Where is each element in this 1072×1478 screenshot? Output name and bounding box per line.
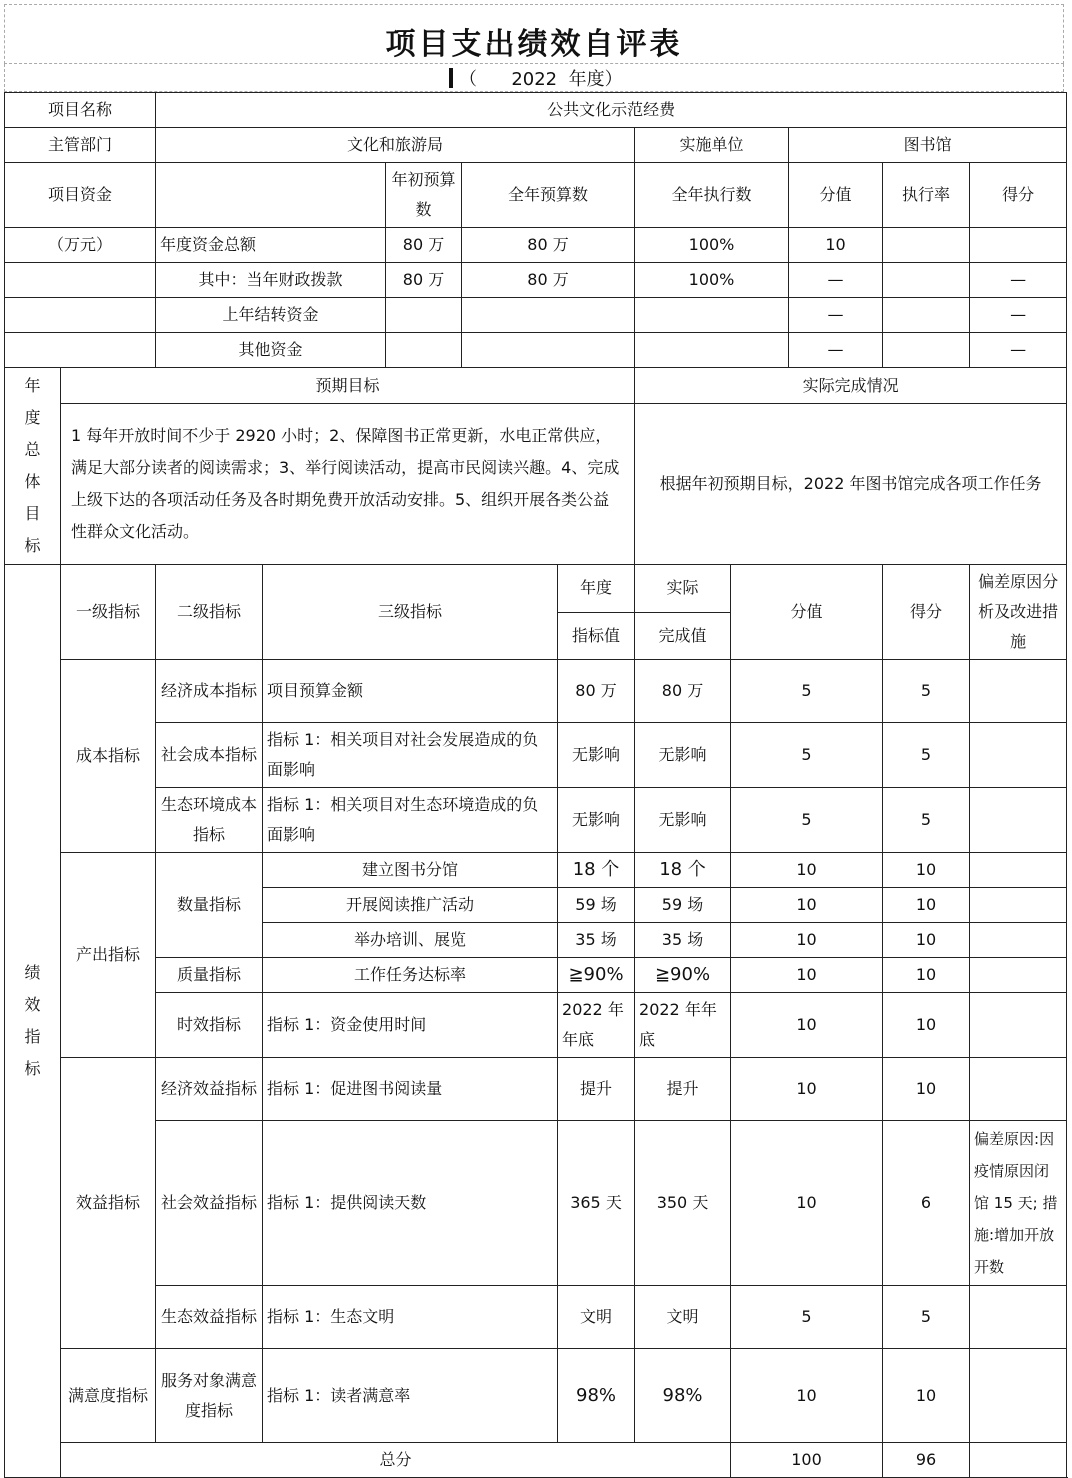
- actual-header-bottom: 完成值: [635, 612, 731, 660]
- target-cell: 98%: [558, 1349, 635, 1443]
- note-cell: [970, 1058, 1067, 1121]
- total-score: 96: [883, 1443, 970, 1478]
- level3-cell: 指标 1：资金使用时间: [263, 993, 558, 1058]
- indicator-row: [5, 1058, 1067, 1121]
- target-header-top: 年度: [558, 565, 635, 613]
- target-cell: 提升: [558, 1058, 635, 1121]
- target-cell: ≧90%: [558, 958, 635, 993]
- quantity-label: 数量指标: [156, 853, 263, 958]
- perf-side-label: [5, 565, 61, 1478]
- score-cell: 10: [883, 853, 970, 888]
- annual-budget-header: 全年预算数: [462, 163, 635, 228]
- cost-label: 成本指标: [61, 660, 156, 853]
- project-name-value: 公共文化示范经费: [156, 93, 1067, 128]
- perf-side-text: 绩效指标: [24, 963, 41, 1078]
- weight-cell: 10: [731, 993, 883, 1058]
- level3-cell: 指标 1：提供阅读天数: [263, 1121, 558, 1286]
- level2-cell: 社会效益指标: [156, 1121, 263, 1286]
- actual-cell: 无影响: [635, 723, 731, 788]
- fund-annual: 80 万: [462, 263, 635, 298]
- project-name-row: [5, 93, 1067, 128]
- total-note: [970, 1443, 1067, 1478]
- perf-header-row: [5, 565, 1067, 613]
- score-cell: 10: [883, 993, 970, 1058]
- score-header: 得分: [970, 163, 1067, 228]
- weight-header: 分值: [789, 163, 883, 228]
- indicator-row: [5, 660, 1067, 723]
- weight-cell: 5: [731, 660, 883, 723]
- year-row: [4, 64, 1064, 92]
- funds-row: [5, 333, 1067, 368]
- score-cell: 5: [883, 723, 970, 788]
- note-cell: [970, 888, 1067, 923]
- indicator-row: [5, 788, 1067, 853]
- funds-side-blank: [5, 263, 156, 298]
- fund-name: 其他资金: [156, 333, 386, 368]
- funds-row: [5, 228, 1067, 263]
- fund-annual: [462, 333, 635, 368]
- fund-score: [970, 228, 1067, 263]
- indicator-row: [5, 1349, 1067, 1443]
- initial-budget-header: 年初预算数: [386, 163, 462, 228]
- actual-cell: ≧90%: [635, 958, 731, 993]
- funds-blank: [156, 163, 386, 228]
- fund-name: 上年结转资金: [156, 298, 386, 333]
- weight-header: 分值: [731, 565, 883, 660]
- note-cell: [970, 660, 1067, 723]
- fund-initial: 80 万: [386, 228, 462, 263]
- funds-side-blank: [5, 333, 156, 368]
- fund-initial: [386, 333, 462, 368]
- level2-cell: 经济成本指标: [156, 660, 263, 723]
- fund-weight: —: [789, 298, 883, 333]
- weight-cell: 10: [731, 1121, 883, 1286]
- level3-cell: 建立图书分馆: [263, 853, 558, 888]
- level1-header: 一级指标: [61, 565, 156, 660]
- target-cell: 2022 年年底: [558, 993, 635, 1058]
- level3-cell: 举办培训、展览: [263, 923, 558, 958]
- fund-annual: 80 万: [462, 228, 635, 263]
- note-cell: 偏差原因:因疫情原因闭馆 15 天; 措施:增加开放开数: [970, 1121, 1067, 1286]
- level2-cell: 服务对象满意度指标: [156, 1349, 263, 1443]
- weight-cell: 5: [731, 1286, 883, 1349]
- impl-label: 实施单位: [635, 128, 789, 163]
- title-box: [4, 4, 1064, 64]
- indicator-row: [5, 1286, 1067, 1349]
- total-row: [5, 1443, 1067, 1478]
- fund-name: 年度资金总额: [156, 228, 386, 263]
- note-cell: [970, 723, 1067, 788]
- actual-cell: 350 天: [635, 1121, 731, 1286]
- level3-header: 三级指标: [263, 565, 558, 660]
- output-label: 产出指标: [61, 853, 156, 1058]
- level3-cell: 开展阅读推广活动: [263, 888, 558, 923]
- year-label: （ 2022 年度）: [459, 69, 623, 90]
- indicator-row: [5, 853, 1067, 888]
- actual-cell: 无影响: [635, 788, 731, 853]
- level3-cell: 指标 1：读者满意率: [263, 1349, 558, 1443]
- indicator-row: [5, 723, 1067, 788]
- level2-cell: 经济效益指标: [156, 1058, 263, 1121]
- fund-annual: [462, 298, 635, 333]
- indicator-row: [5, 993, 1067, 1058]
- weight-cell: 10: [731, 853, 883, 888]
- indicator-row: [5, 958, 1067, 993]
- weight-cell: 10: [731, 1349, 883, 1443]
- score-cell: 10: [883, 958, 970, 993]
- note-cell: [970, 923, 1067, 958]
- actual-cell: 提升: [635, 1058, 731, 1121]
- level3-cell: 项目预算金额: [263, 660, 558, 723]
- actual-header-top: 实际: [635, 565, 731, 613]
- goals-header-row: [5, 368, 1067, 404]
- weight-cell: 5: [731, 723, 883, 788]
- executed-header: 全年执行数: [635, 163, 789, 228]
- actual-cell: 80 万: [635, 660, 731, 723]
- deviation-header: 偏差原因分析及改进措施: [970, 565, 1067, 660]
- weight-cell: 10: [731, 888, 883, 923]
- fund-rate: [883, 333, 970, 368]
- weight-cell: 10: [731, 923, 883, 958]
- level2-cell: 生态环境成本指标: [156, 788, 263, 853]
- actual-cell: 文明: [635, 1286, 731, 1349]
- fund-score: —: [970, 263, 1067, 298]
- target-cell: 59 场: [558, 888, 635, 923]
- funds-row: [5, 298, 1067, 333]
- funds-side-blank: [5, 298, 156, 333]
- goals-side-label: [5, 368, 61, 565]
- dept-label: 主管部门: [5, 128, 156, 163]
- benefit-label: 效益指标: [61, 1058, 156, 1349]
- fund-executed: [635, 333, 789, 368]
- fund-score: —: [970, 298, 1067, 333]
- goals-content-row: [5, 404, 1067, 565]
- evaluation-table: [4, 92, 1067, 1478]
- fund-score: —: [970, 333, 1067, 368]
- dept-value: 文化和旅游局: [156, 128, 635, 163]
- target-cell: 无影响: [558, 788, 635, 853]
- level2-cell: 质量指标: [156, 958, 263, 993]
- fund-initial: [386, 298, 462, 333]
- target-header-bottom: 指标值: [558, 612, 635, 660]
- level2-cell: 社会成本指标: [156, 723, 263, 788]
- score-cell: 10: [883, 1349, 970, 1443]
- level3-cell: 指标 1：相关项目对社会发展造成的负面影响: [263, 723, 558, 788]
- level2-header: 二级指标: [156, 565, 263, 660]
- target-cell: 18 个: [558, 853, 635, 888]
- funds-label: 项目资金: [5, 163, 156, 228]
- fund-name: 其中：当年财政拨款: [156, 263, 386, 298]
- target-cell: 文明: [558, 1286, 635, 1349]
- actual-header: 实际完成情况: [635, 368, 1067, 404]
- weight-cell: 10: [731, 958, 883, 993]
- expected-header: 预期目标: [61, 368, 635, 404]
- score-cell: 10: [883, 1058, 970, 1121]
- target-cell: 35 场: [558, 923, 635, 958]
- satisfaction-label: 满意度指标: [61, 1349, 156, 1443]
- note-cell: [970, 958, 1067, 993]
- fund-weight: —: [789, 263, 883, 298]
- fund-weight: 10: [789, 228, 883, 263]
- dept-row: [5, 128, 1067, 163]
- note-cell: [970, 1349, 1067, 1443]
- fund-executed: 100%: [635, 228, 789, 263]
- target-cell: 365 天: [558, 1121, 635, 1286]
- fund-rate: [883, 298, 970, 333]
- score-header: 得分: [883, 565, 970, 660]
- score-cell: 5: [883, 788, 970, 853]
- funds-unit: （万元）: [5, 228, 156, 263]
- expected-text: 1 每年开放时间不少于 2920 小时；2、保障图书正常更新，水电正常供应，满足大部分读者的阅读需求；3、举行阅读活动，提高市民阅读兴趣。4、完成上级下达的各项活动任务及各时期免费开放活动安排。5、组织开展各类公益性群众文化活动。: [61, 404, 635, 565]
- exec-rate-header: 执行率: [883, 163, 970, 228]
- weight-cell: 10: [731, 1058, 883, 1121]
- actual-cell: 35 场: [635, 923, 731, 958]
- actual-text: 根据年初预期目标，2022 年图书馆完成各项工作任务: [635, 404, 1067, 565]
- fund-weight: —: [789, 333, 883, 368]
- funds-header-row: [5, 163, 1067, 228]
- note-cell: [970, 1286, 1067, 1349]
- note-cell: [970, 788, 1067, 853]
- total-weight: 100: [731, 1443, 883, 1478]
- note-cell: [970, 993, 1067, 1058]
- actual-cell: 98%: [635, 1349, 731, 1443]
- level3-cell: 指标 1：相关项目对生态环境造成的负面影响: [263, 788, 558, 853]
- score-cell: 6: [883, 1121, 970, 1286]
- score-cell: 5: [883, 660, 970, 723]
- total-label: 总分: [61, 1443, 731, 1478]
- text-cursor: [449, 68, 453, 88]
- fund-rate: [883, 228, 970, 263]
- impl-value: 图书馆: [789, 128, 1067, 163]
- level3-cell: 工作任务达标率: [263, 958, 558, 993]
- score-cell: 10: [883, 888, 970, 923]
- score-cell: 5: [883, 1286, 970, 1349]
- fund-rate: [883, 263, 970, 298]
- project-name-label: 项目名称: [5, 93, 156, 128]
- actual-cell: 59 场: [635, 888, 731, 923]
- level2-cell: 时效指标: [156, 993, 263, 1058]
- score-cell: 10: [883, 923, 970, 958]
- weight-cell: 5: [731, 788, 883, 853]
- level3-cell: 指标 1：生态文明: [263, 1286, 558, 1349]
- level2-cell: 生态效益指标: [156, 1286, 263, 1349]
- fund-initial: 80 万: [386, 263, 462, 298]
- goals-side-text: 年度总体目标: [24, 376, 41, 555]
- note-cell: [970, 853, 1067, 888]
- target-cell: 80 万: [558, 660, 635, 723]
- actual-cell: 2022 年年底: [635, 993, 731, 1058]
- funds-row: [5, 263, 1067, 298]
- target-cell: 无影响: [558, 723, 635, 788]
- fund-executed: 100%: [635, 263, 789, 298]
- page-title: 项目支出绩效自评表: [385, 27, 683, 62]
- actual-cell: 18 个: [635, 853, 731, 888]
- fund-executed: [635, 298, 789, 333]
- level3-cell: 指标 1：促进图书阅读量: [263, 1058, 558, 1121]
- indicator-row: [5, 1121, 1067, 1286]
